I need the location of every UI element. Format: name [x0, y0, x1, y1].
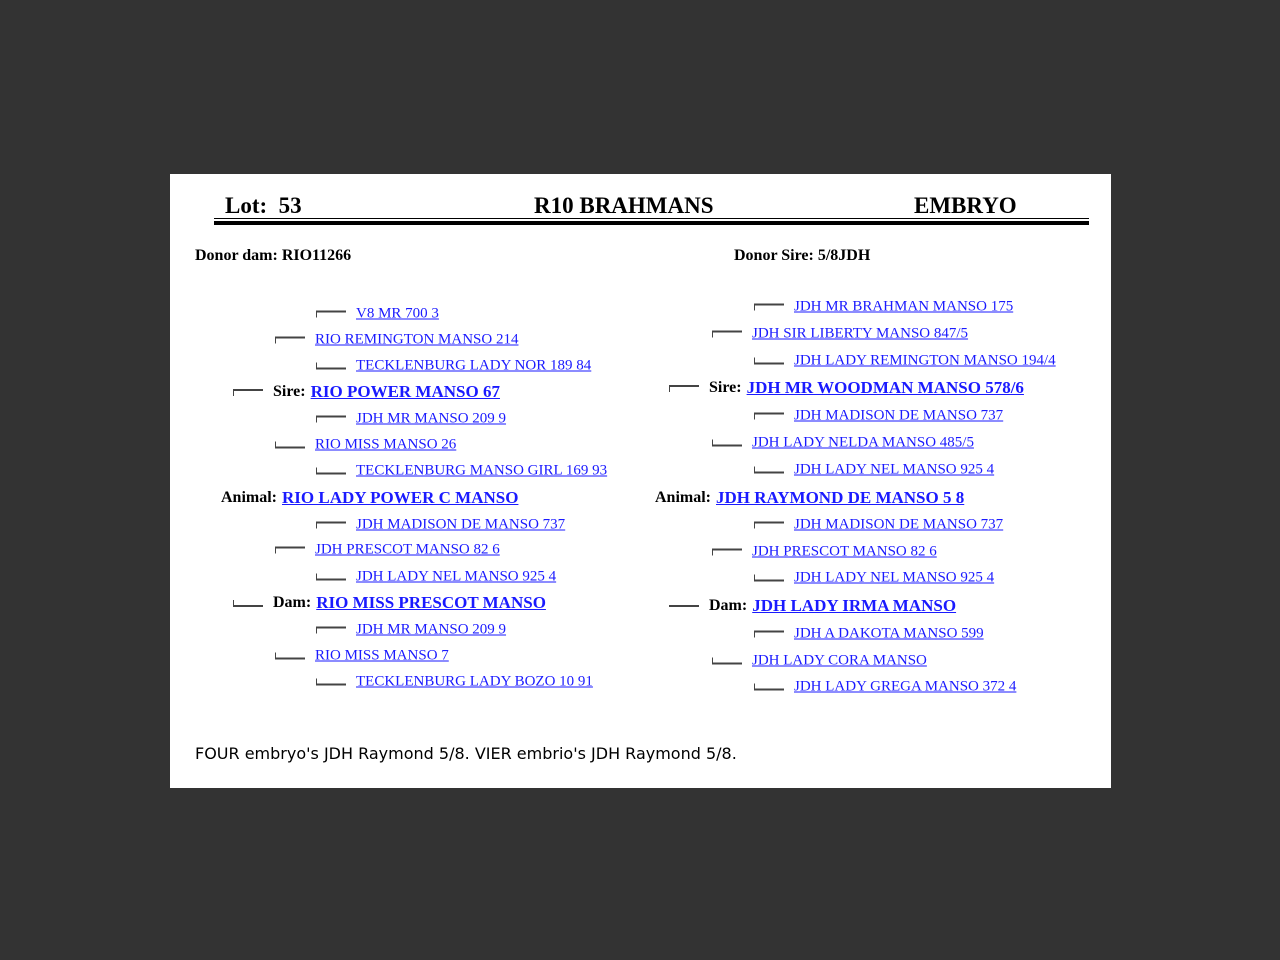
connector-line: [316, 468, 346, 475]
lot-heading: [225, 193, 302, 219]
pedigree-node: [754, 299, 1013, 316]
pedigree-node: [754, 462, 994, 479]
ancestor-link[interactable]: JDH PRESCOT MANSO 82 6: [752, 543, 937, 560]
connector-line: [316, 416, 346, 423]
connector-line: [275, 442, 305, 449]
connector-line: [233, 389, 263, 396]
pedigree-node: [316, 674, 593, 691]
ancestor-link[interactable]: JDH LADY CORA MANSO: [752, 652, 927, 669]
ancestor-link[interactable]: RIO MISS MANSO 7: [315, 647, 449, 664]
connector-line: [233, 600, 263, 607]
donor-sire: Donor Sire: 5/8JDH: [734, 247, 871, 264]
pedigree-node: [712, 653, 927, 670]
animal-link[interactable]: RIO LADY POWER C MANSO: [282, 488, 519, 507]
dam-label: Dam:: [709, 597, 748, 614]
sire-link[interactable]: JDH MR WOODMAN MANSO 578/6: [746, 378, 1024, 397]
connector-line: [275, 653, 305, 660]
pedigree-node-animal: [655, 488, 964, 508]
pedigree-node: [754, 353, 1056, 370]
pedigree-node: [275, 437, 456, 454]
pedigree-node-dam: [669, 596, 956, 616]
pedigree-node: [316, 358, 591, 375]
ancestor-link[interactable]: JDH SIR LIBERTY MANSO 847/5: [752, 325, 969, 342]
pedigree-node: [754, 626, 984, 643]
header-divider-thick: [214, 221, 1089, 225]
connector-line: [316, 522, 346, 529]
ancestor-link[interactable]: V8 MR 700 3: [356, 305, 439, 322]
lot-type: EMBRYO: [914, 193, 1017, 218]
pedigree-node: [754, 408, 1003, 425]
ancestor-link[interactable]: JDH LADY NEL MANSO 925 4: [794, 569, 995, 586]
sire-label: Sire:: [709, 379, 742, 396]
connector-line: [316, 627, 346, 634]
connector-line: [754, 413, 784, 420]
dam-link[interactable]: RIO MISS PRESCOT MANSO: [316, 593, 546, 612]
ancestor-link[interactable]: JDH A DAKOTA MANSO 599: [794, 625, 984, 642]
pedigree-node-sire: [233, 382, 500, 402]
pedigree-node: [275, 542, 500, 559]
sire-label: Sire:: [273, 383, 306, 400]
connector-line: [712, 440, 742, 447]
connector-line: [712, 658, 742, 665]
ancestor-link[interactable]: JDH LADY NEL MANSO 925 4: [356, 568, 557, 585]
pedigree-node: [754, 679, 1016, 696]
pedigree-node: [754, 570, 994, 587]
animal-label: Animal:: [221, 489, 277, 506]
connector-line: [669, 605, 699, 607]
connector-line: [712, 549, 742, 556]
pedigree-node: [754, 517, 1003, 534]
ancestor-link[interactable]: JDH PRESCOT MANSO 82 6: [315, 541, 500, 558]
connector-line: [754, 358, 784, 365]
ancestor-link[interactable]: JDH MR MANSO 209 9: [356, 621, 507, 638]
donor-dam: Donor dam: RIO11266: [195, 247, 352, 264]
dam-link[interactable]: JDH LADY IRMA MANSO: [752, 596, 957, 615]
pedigree-node-dam: [233, 593, 546, 613]
ancestor-link[interactable]: JDH MADISON DE MANSO 737: [356, 516, 566, 533]
connector-line: [754, 684, 784, 691]
ancestor-link[interactable]: TECKLENBURG MANSO GIRL 169 93: [356, 462, 608, 479]
ancestor-link[interactable]: JDH LADY NELDA MANSO 485/5: [752, 434, 974, 451]
animal-link[interactable]: JDH RAYMOND DE MANSO 5 8: [716, 488, 965, 507]
connector-line: [754, 631, 784, 638]
pedigree-node: [712, 435, 974, 452]
pedigree-node: [316, 622, 506, 639]
ancestor-link[interactable]: RIO REMINGTON MANSO 214: [315, 331, 519, 348]
ancestor-link[interactable]: JDH MADISON DE MANSO 737: [794, 516, 1004, 533]
pedigree-node: [712, 326, 968, 343]
pedigree-node: [316, 517, 565, 534]
lot-description: FOUR embryo's JDH Raymond 5/8. VIER embrio's JDH Raymond 5/8.: [195, 744, 737, 763]
page-title: R10 BRAHMANS: [534, 193, 714, 218]
connector-line: [316, 311, 346, 318]
connector-line: [669, 385, 699, 392]
lot-number: 53: [278, 193, 302, 218]
ancestor-link[interactable]: JDH LADY REMINGTON MANSO 194/4: [794, 352, 1056, 369]
connector-line: [754, 575, 784, 582]
pedigree-node: [712, 544, 937, 561]
connector-line: [316, 574, 346, 581]
dam-label: Dam:: [273, 594, 312, 611]
pedigree-node: [275, 648, 449, 665]
connector-line: [316, 679, 346, 686]
lot-card: [170, 174, 1111, 788]
pedigree-node: [316, 411, 506, 428]
connector-line: [754, 467, 784, 474]
connector-line: [712, 331, 742, 338]
connector-line: [754, 522, 784, 529]
pedigree-node: [275, 332, 518, 349]
ancestor-link[interactable]: JDH LADY NEL MANSO 925 4: [794, 461, 995, 478]
connector-line: [275, 547, 305, 554]
ancestor-link[interactable]: TECKLENBURG LADY NOR 189 84: [356, 357, 592, 374]
pedigree-node-sire: [669, 378, 1024, 398]
ancestor-link[interactable]: JDH MR MANSO 209 9: [356, 410, 507, 427]
sire-link[interactable]: RIO POWER MANSO 67: [310, 382, 500, 401]
pedigree-node: [316, 463, 607, 480]
connector-line: [275, 337, 305, 344]
animal-label: Animal:: [655, 489, 711, 506]
ancestor-link[interactable]: JDH MADISON DE MANSO 737: [794, 407, 1004, 424]
pedigree-node-animal: [221, 488, 518, 508]
connector-line: [316, 363, 346, 370]
connector-line: [754, 304, 784, 311]
pedigree-node: [316, 569, 556, 586]
ancestor-link[interactable]: JDH LADY GREGA MANSO 372 4: [794, 678, 1017, 695]
ancestor-link[interactable]: TECKLENBURG LADY BOZO 10 91: [356, 673, 593, 690]
pedigree-node: [316, 306, 439, 323]
ancestor-link[interactable]: RIO MISS MANSO 26: [315, 436, 457, 453]
header-divider-thin: [214, 218, 1089, 219]
ancestor-link[interactable]: JDH MR BRAHMAN MANSO 175: [794, 298, 1014, 315]
lot-label: Lot:: [225, 193, 268, 218]
